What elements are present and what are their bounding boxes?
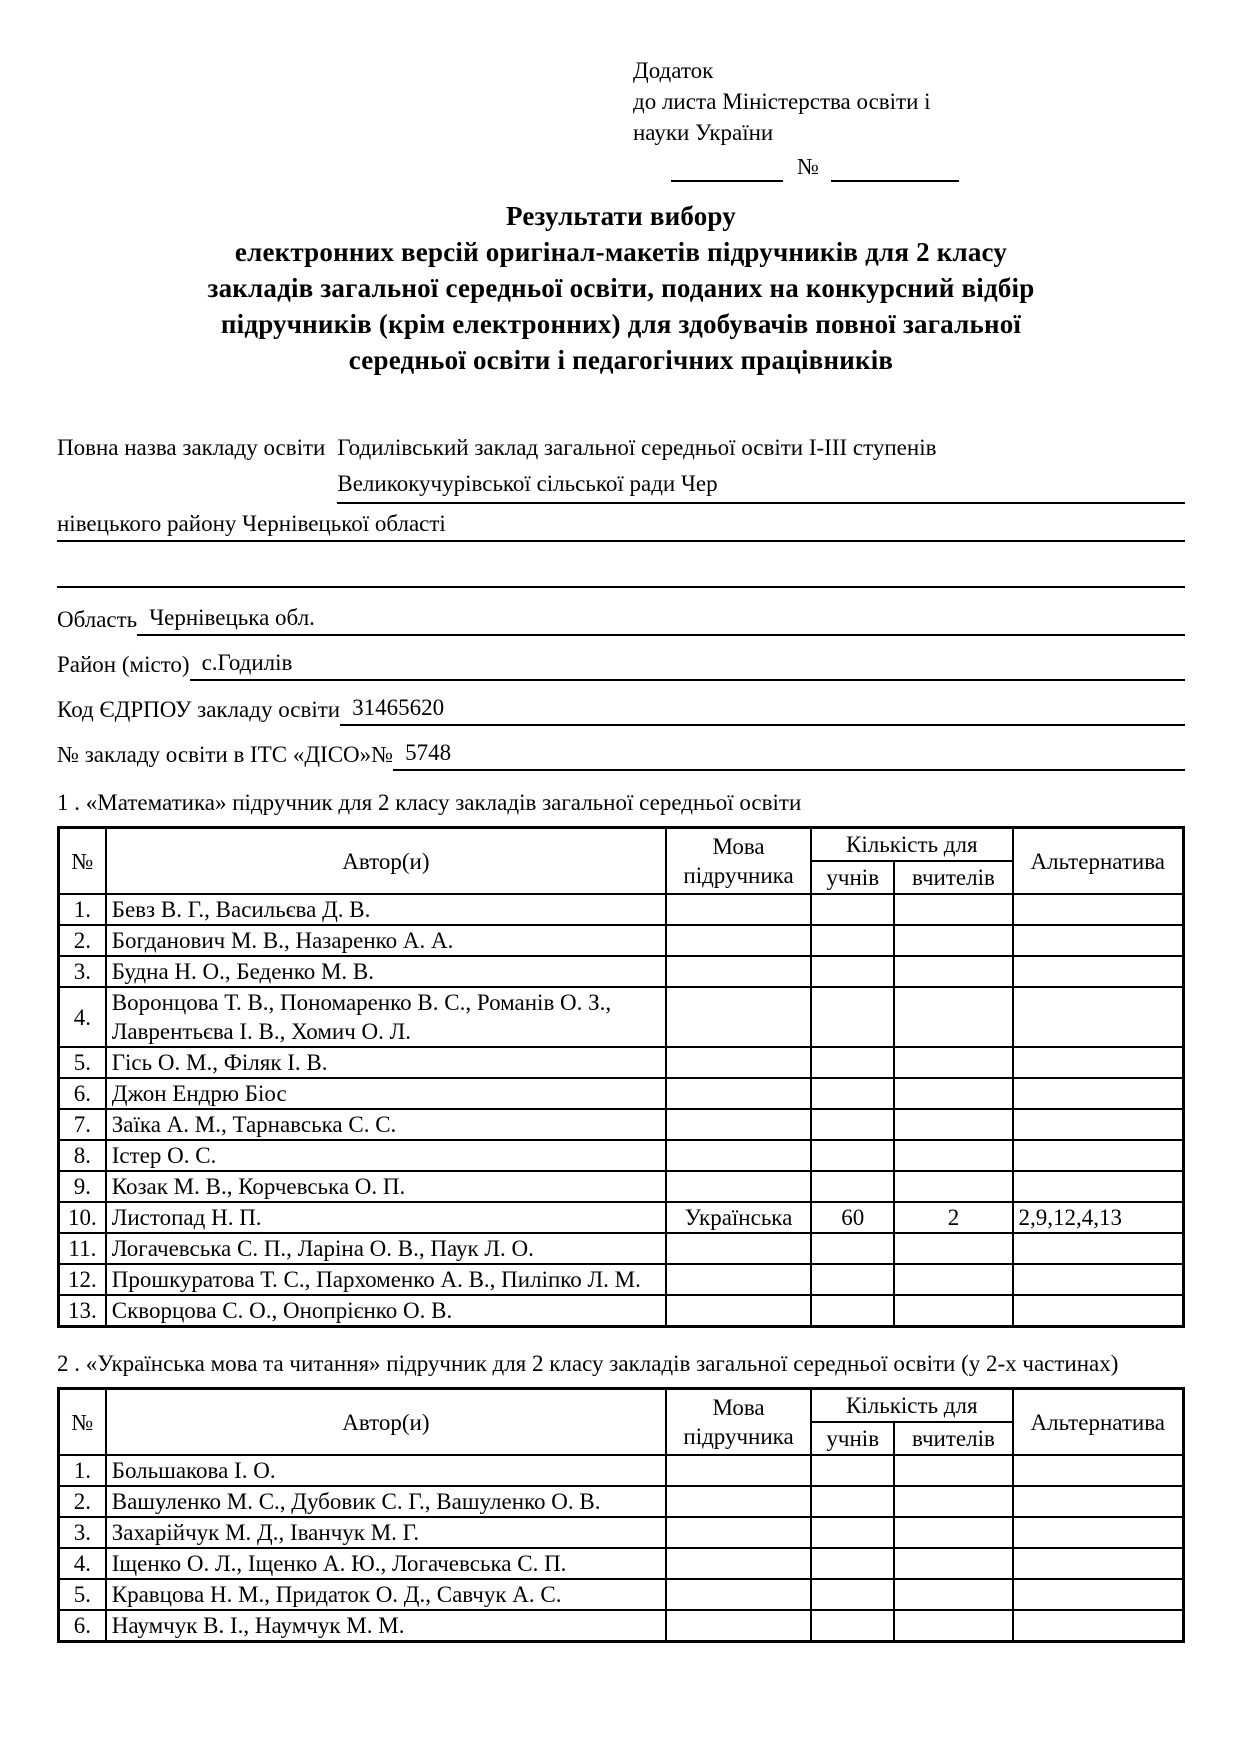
cell-alternative bbox=[1013, 1295, 1184, 1327]
cell-language bbox=[666, 1295, 811, 1327]
cell-teachers bbox=[894, 1233, 1012, 1264]
blank-line bbox=[831, 156, 959, 182]
cell-language bbox=[666, 1548, 811, 1579]
cell-authors: Бевз В. Г., Васильєва Д. В. bbox=[106, 894, 666, 925]
cell-language bbox=[666, 1078, 811, 1109]
cell-teachers bbox=[894, 1047, 1012, 1078]
cell-alternative bbox=[1013, 1548, 1184, 1579]
field-diso-label: № закладу освіти в ІТС «ДІСО»№ bbox=[57, 742, 394, 767]
school-name-label: Повна назва закладу освіти bbox=[57, 435, 326, 460]
field-edrpou-label: Код ЄДРПОУ закладу освіти bbox=[57, 697, 341, 722]
cell-teachers bbox=[894, 1109, 1012, 1140]
col-header-language: Мова підручника bbox=[666, 1389, 811, 1456]
cell-teachers bbox=[894, 1140, 1012, 1171]
cell-authors: Прошкуратова Т. С., Пархоменко А. В., Пиліпко Л. М. bbox=[106, 1264, 666, 1295]
cell-alternative bbox=[1013, 1171, 1184, 1202]
cell-number: 6. bbox=[59, 1610, 106, 1642]
cell-students bbox=[811, 1264, 894, 1295]
title-line: підручників (крім електронних) для здобувачів повної загальної bbox=[220, 309, 1022, 339]
cell-number: 2. bbox=[59, 925, 106, 956]
cell-language bbox=[666, 1047, 811, 1078]
cell-number: 4. bbox=[59, 987, 106, 1047]
cell-language bbox=[666, 894, 811, 925]
col-header-teachers: вчителів bbox=[894, 861, 1012, 894]
cell-language bbox=[666, 1233, 811, 1264]
table-row bbox=[59, 987, 1184, 1047]
cell-alternative bbox=[1013, 987, 1184, 1047]
cell-number: 13. bbox=[59, 1295, 106, 1327]
cell-teachers bbox=[894, 956, 1012, 987]
col-header-teachers: вчителів bbox=[894, 1422, 1012, 1455]
form-fields bbox=[57, 602, 1185, 771]
table-row bbox=[59, 1579, 1184, 1610]
table-row bbox=[59, 1078, 1184, 1109]
col-header-num: № bbox=[59, 1389, 106, 1456]
cell-teachers bbox=[894, 1171, 1012, 1202]
cell-students bbox=[811, 1579, 894, 1610]
cell-language: Українська bbox=[666, 1202, 811, 1233]
cell-alternative bbox=[1013, 894, 1184, 925]
col-header-students: учнів bbox=[811, 861, 894, 894]
cell-students bbox=[811, 1486, 894, 1517]
col-header-authors: Автор(и) bbox=[106, 828, 666, 895]
cell-number: 3. bbox=[59, 956, 106, 987]
cell-students bbox=[811, 1517, 894, 1548]
title-line: електронних версій оригінал-макетів підручників для 2 класу bbox=[234, 237, 1008, 267]
cell-number: 1. bbox=[59, 1455, 106, 1486]
cell-number: 5. bbox=[59, 1047, 106, 1078]
cell-authors: Істер О. С. bbox=[106, 1140, 666, 1171]
cell-teachers bbox=[894, 987, 1012, 1047]
cell-teachers bbox=[894, 1610, 1012, 1642]
cell-authors: Скворцова С. О., Онопрієнко О. В. bbox=[106, 1295, 666, 1327]
cell-number: 2. bbox=[59, 1486, 106, 1517]
cell-students bbox=[811, 1078, 894, 1109]
cell-teachers: 2 bbox=[894, 1202, 1012, 1233]
table-row bbox=[59, 925, 1184, 956]
cell-students bbox=[811, 1295, 894, 1327]
cell-students bbox=[811, 925, 894, 956]
cell-teachers bbox=[894, 894, 1012, 925]
cell-teachers bbox=[894, 1455, 1012, 1486]
field-diso-value: 5748 bbox=[393, 737, 1185, 771]
table-row bbox=[59, 1548, 1184, 1579]
cell-alternative bbox=[1013, 1610, 1184, 1642]
cell-alternative bbox=[1013, 1109, 1184, 1140]
cell-language bbox=[666, 1579, 811, 1610]
annex-number-row bbox=[633, 151, 1185, 182]
school-name-block bbox=[57, 430, 1185, 504]
cell-authors: Джон Ендрю Біос bbox=[106, 1078, 666, 1109]
field-district-value: с.Годилів bbox=[190, 647, 1185, 681]
cell-students bbox=[811, 894, 894, 925]
field-district-label: Район (місто) bbox=[57, 652, 190, 677]
blank-line bbox=[671, 156, 783, 182]
cell-authors: Іщенко О. Л., Іщенко А. Ю., Логачевська С. П. bbox=[106, 1548, 666, 1579]
title-line: Результати вибору bbox=[506, 201, 736, 231]
cell-teachers bbox=[894, 1579, 1012, 1610]
table-row bbox=[59, 1140, 1184, 1171]
col-header-num: № bbox=[59, 828, 106, 895]
cell-alternative: 2,9,12,4,13 bbox=[1013, 1202, 1184, 1233]
section-2-heading: 2 . «Українська мова та читання» підручник для 2 класу закладів загальної середньої освіти (у 2-х частинах) bbox=[57, 1351, 1119, 1376]
cell-number: 11. bbox=[59, 1233, 106, 1264]
cell-authors: Захарійчук М. Д., Іванчук М. Г. bbox=[106, 1517, 666, 1548]
table-body bbox=[59, 894, 1184, 1327]
table-row bbox=[59, 1202, 1184, 1233]
cell-students bbox=[811, 1140, 894, 1171]
cell-authors: Кравцова Н. М., Придаток О. Д., Савчук А. С. bbox=[106, 1579, 666, 1610]
col-header-students: учнів bbox=[811, 1422, 894, 1455]
textbook-table-math bbox=[57, 826, 1185, 1328]
cell-students bbox=[811, 1548, 894, 1579]
table-row bbox=[59, 1455, 1184, 1486]
cell-students bbox=[811, 987, 894, 1047]
cell-language bbox=[666, 1455, 811, 1486]
cell-authors: Богданович М. В., Назаренко А. А. bbox=[106, 925, 666, 956]
cell-authors: Листопад Н. П. bbox=[106, 1202, 666, 1233]
col-header-alternative: Альтернатива bbox=[1013, 1389, 1184, 1456]
table-row bbox=[59, 1486, 1184, 1517]
cell-authors: Логачевська С. П., Ларіна О. В., Паук Л. О. bbox=[106, 1233, 666, 1264]
cell-authors: Будна Н. О., Беденко М. В. bbox=[106, 956, 666, 987]
cell-teachers bbox=[894, 1548, 1012, 1579]
annex-note bbox=[633, 55, 1185, 182]
cell-teachers bbox=[894, 925, 1012, 956]
cell-number: 1. bbox=[59, 894, 106, 925]
cell-language bbox=[666, 1486, 811, 1517]
cell-alternative bbox=[1013, 1486, 1184, 1517]
cell-teachers bbox=[894, 1517, 1012, 1548]
field-district bbox=[57, 647, 1185, 681]
cell-alternative bbox=[1013, 1579, 1184, 1610]
cell-alternative bbox=[1013, 1233, 1184, 1264]
section-1-heading: 1 . «Математика» підручник для 2 класу закладів загальної середньої освіти bbox=[57, 790, 802, 815]
field-edrpou-value: 31465620 bbox=[340, 692, 1185, 726]
title-line: середньої освіти і педагогічних працівників bbox=[348, 345, 894, 375]
cell-students: 60 bbox=[811, 1202, 894, 1233]
textbook-table-ukrainian bbox=[57, 1387, 1185, 1643]
table-body bbox=[59, 1455, 1184, 1642]
school-name-line-2: Великокучурівської сільської ради Чер bbox=[337, 466, 1185, 504]
table-row bbox=[59, 1171, 1184, 1202]
cell-authors: Наумчук В. І., Наумчук М. М. bbox=[106, 1610, 666, 1642]
table-header bbox=[59, 828, 1184, 895]
table-row bbox=[59, 1517, 1184, 1548]
cell-language bbox=[666, 1264, 811, 1295]
cell-alternative bbox=[1013, 1264, 1184, 1295]
blank-line bbox=[57, 550, 1185, 588]
school-name-line-3: нівецького району Чернівецької області bbox=[57, 508, 1185, 542]
table-row bbox=[59, 1109, 1184, 1140]
cell-number: 5. bbox=[59, 1579, 106, 1610]
cell-students bbox=[811, 1171, 894, 1202]
cell-number: 7. bbox=[59, 1109, 106, 1140]
cell-alternative bbox=[1013, 956, 1184, 987]
field-diso bbox=[57, 737, 1185, 771]
cell-students bbox=[811, 1610, 894, 1642]
annex-line-1: Додаток bbox=[633, 58, 714, 83]
cell-alternative bbox=[1013, 1517, 1184, 1548]
cell-language bbox=[666, 1610, 811, 1642]
cell-number: 12. bbox=[59, 1264, 106, 1295]
cell-number: 6. bbox=[59, 1078, 106, 1109]
field-region-label: Область bbox=[57, 607, 138, 632]
field-edrpou bbox=[57, 692, 1185, 726]
table-row bbox=[59, 956, 1184, 987]
cell-language bbox=[666, 1140, 811, 1171]
table-row bbox=[59, 1295, 1184, 1327]
cell-students bbox=[811, 1455, 894, 1486]
school-name-value bbox=[325, 430, 1185, 504]
page-title bbox=[57, 198, 1185, 378]
cell-language bbox=[666, 925, 811, 956]
cell-alternative bbox=[1013, 1078, 1184, 1109]
cell-number: 3. bbox=[59, 1517, 106, 1548]
cell-authors: Большакова І. О. bbox=[106, 1455, 666, 1486]
cell-alternative bbox=[1013, 1047, 1184, 1078]
cell-students bbox=[811, 1109, 894, 1140]
table-row bbox=[59, 1610, 1184, 1642]
cell-alternative bbox=[1013, 1455, 1184, 1486]
school-name-line-1: Годилівський заклад загальної середньої освіти І-ІІІ ступенів bbox=[337, 435, 937, 460]
field-region bbox=[57, 602, 1185, 636]
cell-teachers bbox=[894, 1264, 1012, 1295]
cell-language bbox=[666, 987, 811, 1047]
cell-teachers bbox=[894, 1078, 1012, 1109]
cell-authors: Вашуленко М. С., Дубовик С. Г., Вашуленко О. В. bbox=[106, 1486, 666, 1517]
title-line: закладів загальної середньої освіти, поданих на конкурсний відбір bbox=[207, 273, 1035, 303]
cell-number: 9. bbox=[59, 1171, 106, 1202]
table-header bbox=[59, 1389, 1184, 1456]
cell-number: 4. bbox=[59, 1548, 106, 1579]
annex-line-3: науки України bbox=[633, 120, 774, 145]
cell-language bbox=[666, 956, 811, 987]
col-header-authors: Автор(и) bbox=[106, 1389, 666, 1456]
cell-authors: Гісь О. М., Філяк І. В. bbox=[106, 1047, 666, 1078]
table-row bbox=[59, 1047, 1184, 1078]
cell-authors: Заїка А. М., Тарнавська С. С. bbox=[106, 1109, 666, 1140]
annex-line-2: до листа Міністерства освіти і bbox=[633, 89, 931, 114]
cell-alternative bbox=[1013, 1140, 1184, 1171]
cell-language bbox=[666, 1171, 811, 1202]
cell-teachers bbox=[894, 1486, 1012, 1517]
col-header-quantity: Кількість для bbox=[811, 828, 1012, 862]
cell-language bbox=[666, 1109, 811, 1140]
cell-students bbox=[811, 1233, 894, 1264]
table-row bbox=[59, 1233, 1184, 1264]
table-row bbox=[59, 894, 1184, 925]
field-region-value: Чернівецька обл. bbox=[137, 602, 1185, 636]
cell-language bbox=[666, 1517, 811, 1548]
cell-teachers bbox=[894, 1295, 1012, 1327]
col-header-language: Мова підручника bbox=[666, 828, 811, 895]
cell-students bbox=[811, 956, 894, 987]
cell-students bbox=[811, 1047, 894, 1078]
col-header-quantity: Кількість для bbox=[811, 1389, 1012, 1423]
cell-number: 10. bbox=[59, 1202, 106, 1233]
cell-number: 8. bbox=[59, 1140, 106, 1171]
cell-authors: Воронцова Т. В., Пономаренко В. С., Романів О. З., Лаврентьєва І. В., Хомич О. Л. bbox=[106, 987, 666, 1047]
col-header-alternative: Альтернатива bbox=[1013, 828, 1184, 895]
table-row bbox=[59, 1264, 1184, 1295]
annex-number-symbol: № bbox=[797, 154, 819, 179]
cell-authors: Козак М. В., Корчевська О. П. bbox=[106, 1171, 666, 1202]
cell-alternative bbox=[1013, 925, 1184, 956]
